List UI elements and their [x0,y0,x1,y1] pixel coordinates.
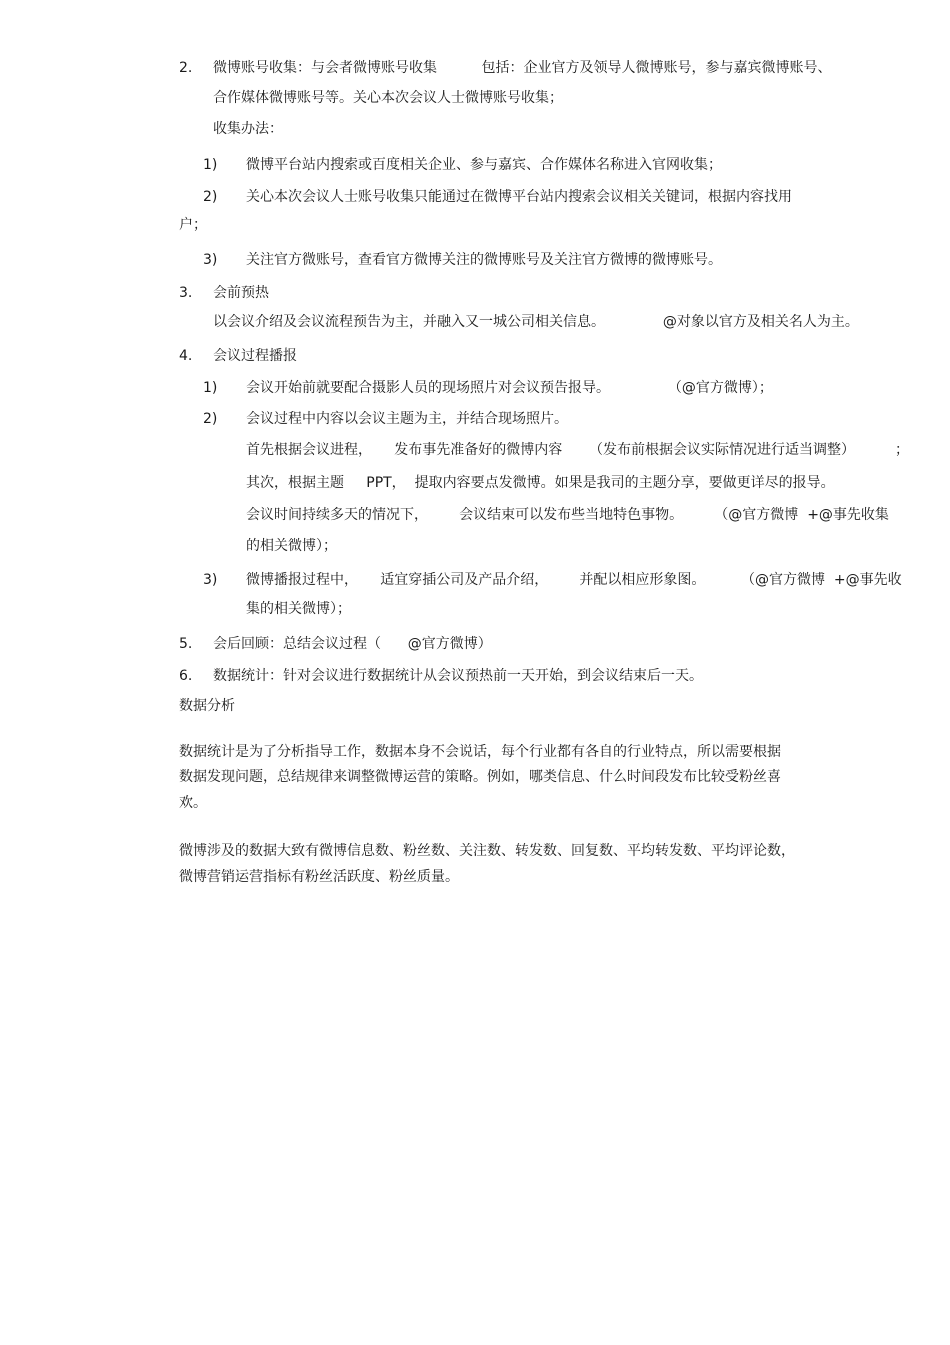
item-2-sub-3-text: 关注官方微账号，查看官方微博关注的微博账号及关注官方微博的微博账号。 [246,252,722,268]
item-2-line-2: 合作媒体微博账号等。关心本次会议人士微博账号收集； [213,90,563,106]
item-3-number: 3. [179,285,193,301]
item-2-sub-2-wrap: 户； [179,217,207,233]
item-4-sub-2-text: 会议过程中内容以会议主题为主，并结合现场照片。 [246,411,568,427]
para-1-line-2: 数据发现问题，总结规律来调整微博运营的策略。例如，哪类信息、什么时间段发布比较受粉丝喜 [179,769,781,785]
para-2-line-2: 微博营销运营指标有粉丝活跃度、粉丝质量。 [179,869,459,885]
item-4-sub-1-text: 会议开始前就要配合摄影人员的现场照片对会议预告报导。 （@官方微博）； [246,380,773,396]
item-4-sub-2-para-3b: 的相关微博）； [246,538,337,554]
para-1-line-3: 欢。 [179,795,207,811]
item-4-sub-3-number: 3) [203,572,218,588]
item-6-text: 数据统计：针对会议进行数据统计从会议预热前一天开始，到会议结束后一天。 [213,668,703,684]
item-2-sub-1-number: 1) [203,157,218,173]
item-2-sub-2-text: 关心本次会议人士账号收集只能通过在微博平台站内搜索会议相关关键词，根据内容找用 [246,189,792,205]
item-4-sub-2-para-1: 首先根据会议进程， 发布事先准备好的微博内容 （发布前根据会议实际情况进行适当调整） ； [246,442,910,458]
item-4-sub-1-number: 1) [203,380,218,396]
item-2-number: 2. [179,60,193,76]
item-2-sub-1-text: 微博平台站内搜索或百度相关企业、参与嘉宾、合作媒体名称进入官网收集； [246,157,722,173]
item-2-sub-3-number: 3) [203,252,218,268]
item-4-sub-3-wrap: 集的相关微博）； [246,601,351,617]
item-3-line-1: 以会议介绍及会议流程预告为主，并融入又一城公司相关信息。 @对象以官方及相关名人为主。 [213,314,859,330]
item-6-number: 6. [179,668,193,684]
item-4-title: 会议过程播报 [213,348,297,364]
item-5-text: 会后回顾：总结会议过程（ @官方微博） [213,636,492,652]
item-4-sub-2-para-2: 其次，根据主题 PPT， 提取内容要点发微博。如果是我司的主题分享，要做更详尽的报导。 [246,475,835,491]
item-4-number: 4. [179,348,193,364]
collection-method-label: 收集办法： [213,121,283,137]
item-4-sub-3-text: 微博播报过程中， 适宜穿插公司及产品介绍， 并配以相应形象图。 （@官方微博 +@事先收 [246,572,902,588]
item-4-sub-2-para-3a: 会议时间持续多天的情况下， 会议结束可以发布些当地特色事物。 （@官方微博 +@事先收集 [246,507,889,523]
item-5-number: 5. [179,636,193,652]
item-3-title: 会前预热 [213,285,269,301]
item-2-sub-2-number: 2) [203,189,218,205]
item-4-sub-2-number: 2) [203,411,218,427]
para-1-line-1: 数据统计是为了分析指导工作，数据本身不会说话，每个行业都有各自的行业特点，所以需要根据 [179,744,781,760]
section-title: 数据分析 [179,698,235,714]
para-2-line-1: 微博涉及的数据大致有微博信息数、粉丝数、关注数、转发数、回复数、平均转发数、平均评论数， [179,843,795,859]
item-2-line-1: 微博账号收集：与会者微博账号收集 包括：企业官方及领导人微博账号，参与嘉宾微博账号、 [213,60,832,76]
